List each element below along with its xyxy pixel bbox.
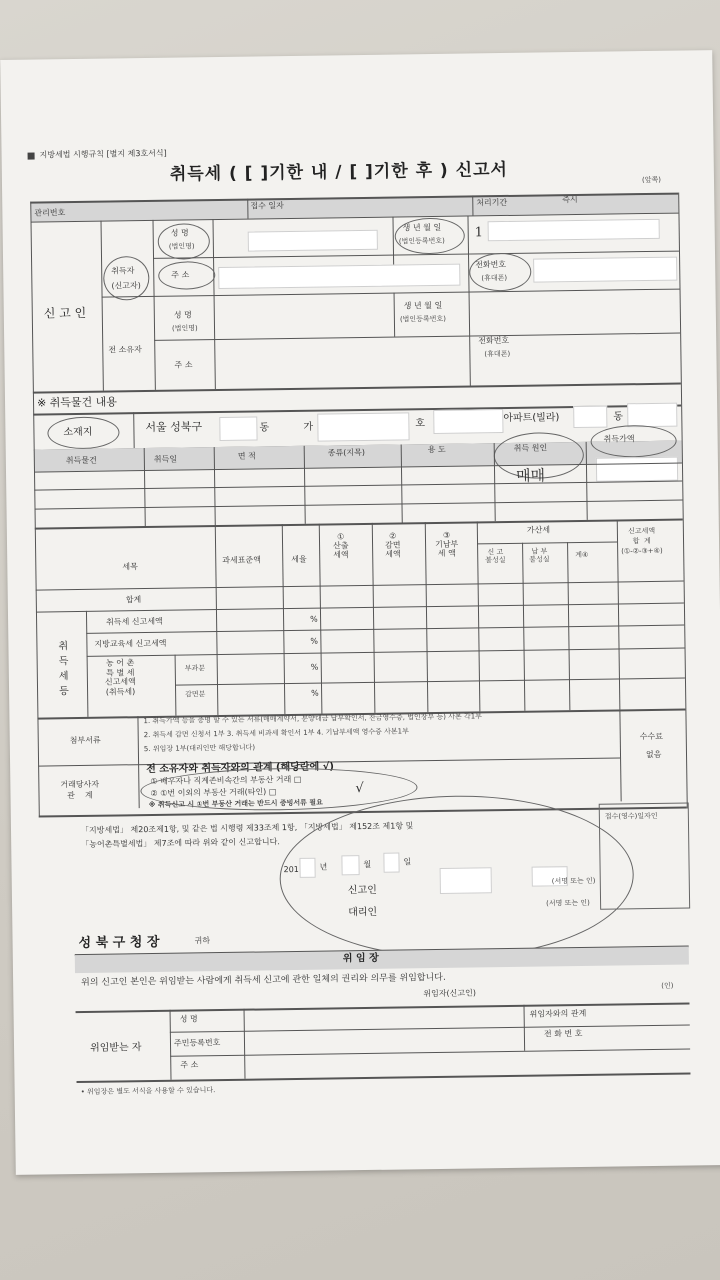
delegation-title: 위 임 장 [342,952,379,965]
prev-phone-label: 전화번호 [478,335,510,346]
birth-label: 생 년 월 일 [402,222,442,233]
year-prefix: 201 [283,864,299,875]
addressee-suffix: 귀하 [194,936,211,946]
birth-redaction [488,219,660,241]
delegation-recipient-label: 위임받는 자 [89,1042,142,1054]
dong-redaction [219,416,257,441]
acquirer-address-redaction [218,264,460,289]
property-header-area: 면 적 [237,451,256,461]
prev-birth-sub: (법인등록번호) [399,314,447,324]
prev-phone-sub: (휴대폰) [484,349,511,359]
apt-label: 아파트(빌라) [503,412,560,425]
delegation-footnote: • 위임장은 별도 서식을 사용할 수 있습니다. [80,1086,216,1097]
relation-option-2: ② ①번 이외의 부동산 거래(타인) □ [150,787,277,798]
name-hand-circle [158,223,210,260]
ho-redaction [433,409,503,434]
acquirer-phone-sub: (휴대폰) [481,273,508,283]
property-header-use: 용 도 [427,444,446,455]
property-header-cause: 취득 원인 [513,443,548,453]
relation-check-mark: √ [355,781,364,797]
tax-col-rate: 세율 [291,554,307,565]
tax-row-education: 지방교육세 신고세액 [94,638,167,649]
tax-col-add-c: 계④ [575,550,589,560]
tax-col-item: 세목 [122,562,138,572]
delegator-label: 위임자(신고인) [423,988,477,999]
tax-col-base: 과세표준액 [222,555,261,565]
location-value: 서울 성북구 [145,420,203,435]
tax-total-row: 합계 [125,595,142,605]
tax-col-3: ③ 기납부 세 액 [434,530,459,558]
acquirer-name-label: 성 명 [170,228,189,238]
acquirer-name-sub: (법인명) [168,242,195,251]
dong2-redaction [627,403,677,428]
acquirer-name-redaction [248,230,378,252]
price-redaction [596,457,678,482]
agent-sign-hint: (서명 또는 인) [546,898,590,908]
tax-col-add-a: 신 고 불성실 [485,548,506,564]
attachment-line-3: 5. 위임장 1부(대리인만 해당합니다) [143,743,256,754]
declaration-text-1: 「지방세법」 제20조제1항, 및 같은 법 시행령 제33조제 1항, 「지방세법」 제152조 제1항 및 [80,821,414,835]
attachment-line-2: 2. 취득세 감면 신청서 1부 3. 취득세 비과세 확인서 1부 4. 기납부세액 영수증 사본1부 [143,727,409,740]
delegation-relation-label: 위임자와의 관계 [529,1008,587,1019]
delegator-seal: (인) [661,981,674,990]
reporter-section-label: 신 고 인 [43,305,87,321]
tax-col-1: ① 산출 세액 [333,532,349,560]
prev-birth-label: 생 년 월 일 [403,300,443,311]
property-header-item: 취득물건 [65,455,97,466]
property-header-date: 취득일 [153,454,178,464]
reporter-sign-hint: (서명 또는 인) [551,876,596,886]
tax-row-rural: 농 어 촌 특 별 세 신고세액 (취득세) [104,658,136,697]
prev-owner-label: 전 소유자 [108,345,142,355]
addressee-office: 성 북 구 청 장 [78,934,160,952]
tax-row1-pct: % [310,614,318,624]
tax-col-add: 가산세 [526,525,551,535]
location-hand-circle [47,416,119,449]
phone-hand-circle [469,253,532,292]
delegation-name-label: 성 명 [179,1014,198,1024]
attachment-line-1: 1. 취득가액 등을 증명 할 수 있는 서류(매매계약서, 분양대금 납부확인서, 잔금영수증, 법인장부 등) 사본 각1부 [143,712,482,726]
tax-row-rural-exempt: 감면분 [185,690,206,699]
agent-sign-label: 대리인 [348,906,378,919]
delegation-reg-label: 주민등록번호 [173,1038,221,1048]
acquirer-phone-label: 전화번호 [475,259,507,270]
address-hand-circle [158,261,215,290]
apt-redaction [573,406,607,428]
birth-hand-circle [395,218,465,255]
declaration-text-2: 「농어촌특별세법」 제7조에 따라 위와 같이 신고합니다. [81,837,280,849]
property-header-price: 취득가액 [603,434,635,444]
tax-col-2: ② 감면 세액 [384,531,401,559]
mgmt-number-label: 관리번호 [34,208,66,218]
tax-row3-pct: % [310,662,319,672]
ga-label: 가 [303,421,314,433]
acquirer-address-label: 주 소 [171,270,190,280]
birth-sub: (법인등록번호) [398,236,445,246]
signature-hand-circle [279,793,635,960]
acquirer-label: 취득자 (신고자) [111,266,141,291]
ga-redaction [317,412,409,441]
prev-name-sub: (법인명) [171,324,198,333]
ho-label: 호 [415,418,426,430]
property-section-title: ※ 취득물건 내용 [36,395,118,410]
tax-report-form-sheet [0,50,720,1175]
form-title: 취득세 ( [ ]기한 내 / [ ]기한 후 ) 신고서 [169,159,509,185]
tax-col-add-b: 납 부 불성실 [529,547,550,564]
dong2-label: 동 [613,411,624,423]
month-label: 월 [363,859,372,870]
property-header-type: 종류(지목) [327,447,365,458]
fee-value: 없음 [645,749,662,760]
delegation-address-label: 주 소 [180,1060,199,1070]
delegation-text: 위의 신고인 본인은 위임받는 사람에게 취득세 신고에 관한 일체의 권리와 의무를 위임합니다. [81,972,446,988]
delegation-phone-label: 전 화 번 호 [543,1028,583,1039]
birth-handwritten-value: 1 [474,225,484,241]
relation-label: 거래당사자 관 계 [60,779,100,801]
delegation-title-band [75,946,689,973]
relation-option-1: ① 배우자나 직계존비속간의 부동산 거래 □ [150,774,302,786]
tax-row2-pct: % [310,636,319,646]
tax-side-label: 취 득 세 등 [58,641,69,698]
tax-row4-pct: % [311,688,319,698]
tax-row-acquisition: 취득세 신고세액 [106,616,163,627]
receipt-date-label: 접수 일자 [250,201,284,211]
day-label: 일 [403,857,412,867]
fee-label: 수수료 [639,731,664,742]
location-label: 소재지 [63,426,93,439]
law-reference: 지방세법 시행규칙 [별지 제3호서식] [39,148,167,160]
relation-note: ※ 취득신고 시 ①번 부동산 거래는 반드시 증빙서류 필요 [148,798,323,810]
reporter-sign-label: 신고인 [347,884,377,897]
prev-address-label: 주 소 [174,360,193,370]
page-side-label: (앞쪽) [641,175,662,185]
relation-title: 전 소유자와 취득자와의 관계 (해당란에 √) [146,761,335,776]
processing-period-label: 처리기간 [476,197,508,208]
cause-handwritten-value: 매매 [515,466,546,485]
tax-row-rural-levy: 부과분 [184,664,206,673]
dong-label: 동 [259,422,270,434]
acquirer-phone-redaction [533,257,677,283]
form-marker-square [28,153,35,160]
processing-period-value: 즉시 [562,194,578,205]
tax-col-report: 신고세액 합 계 (①-②-③+④) [621,526,663,555]
year-label: 년 [319,862,328,872]
receipt-stamp-label: 접수(영수)일자인 [604,811,658,821]
acquirer-hand-circle [103,256,150,301]
prev-name-label: 성 명 [173,310,192,320]
attachments-label: 첨부서류 [69,735,101,746]
